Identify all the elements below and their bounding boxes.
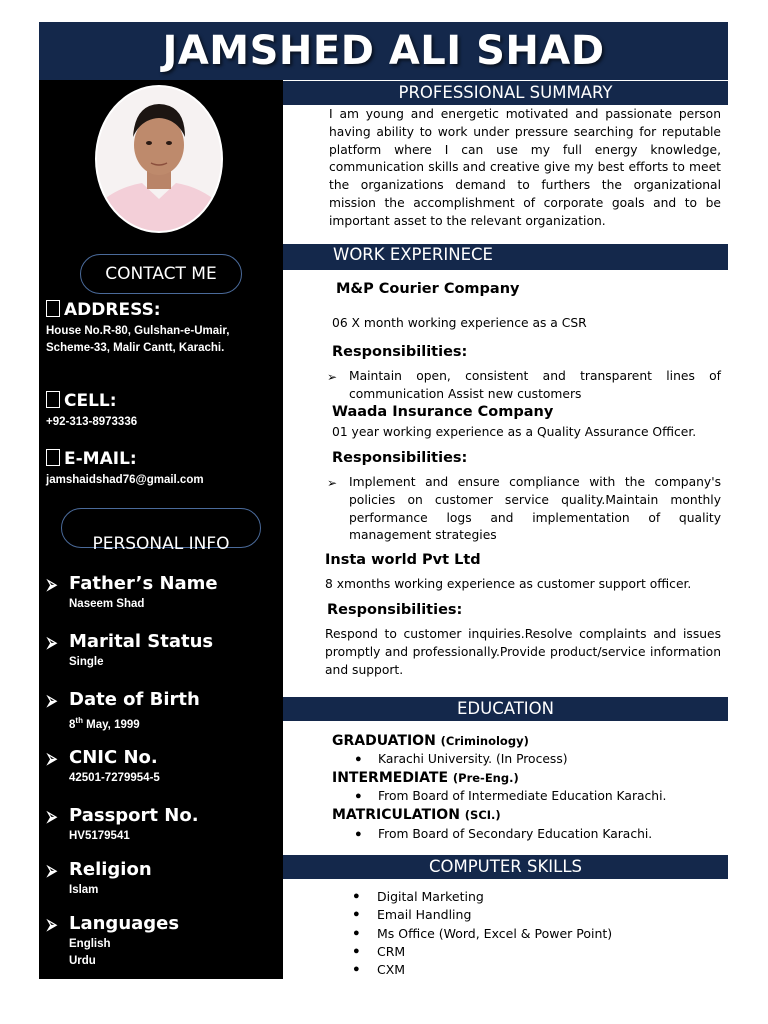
sidebar [39,80,283,979]
responsibility-text: Respond to customer inquiries.Resolve complaints and issues promptly and professionally.Provide product/service information and support. [325,627,721,677]
responsibility-text: Maintain open, consistent and transparent lines of communication Assist new customers [349,369,721,401]
address-value: House No.R-80, Gulshan-e-Umair, Scheme-33, Malir Cantt, Karachi. [46,325,230,354]
phone-icon [46,391,60,408]
profile-photo [95,85,223,233]
email-icon [46,449,60,466]
personal-info-heading: PERSONAL INFO [92,534,230,554]
cell-value: +92-313-8973336 [46,416,138,428]
job-description: 01 year working experience as a Quality Assurance Officer. [332,425,697,439]
responsibilities-label: Responsibilities: [332,450,468,466]
responsibilities-label: Responsibilities: [327,602,463,618]
bullet-icon: ● [355,828,362,840]
address-icon [46,300,60,317]
bullet-icon: ● [353,927,360,939]
date-of-birth-item: ⮚ Date of Birth 8th May, 1999 [47,689,200,731]
cell-heading: CELL: [46,391,117,411]
work-experience-heading: WORK EXPERINECE [283,244,728,270]
arrow-bullet-icon: ➢ [327,476,338,490]
company-name: Waada Insurance Company [332,404,554,420]
bullet-icon: ● [353,945,360,957]
email-value: jamshaidshad76@gmail.com [46,474,204,486]
arrow-bullet-icon: ⮚ [47,635,57,651]
arrow-bullet-icon: ⮚ [47,693,57,709]
education-degree: GRADUATION (Criminology) [332,733,529,749]
education-detail: From Board of Intermediate Education Karachi. [378,789,667,803]
email-heading: E-MAIL: [46,449,137,469]
name-banner: JAMSHED ALI SHAD [39,22,728,80]
skill-item: Ms Office (Word, Excel & Power Point) [377,926,613,941]
bullet-icon: ● [355,790,362,802]
summary-text: I am young and energetic motivated and passionate person having ability to work under pressure searching for reputable platform where I can use my full energy knowledge, communication skills and creative give my best efforts to meet the organizations demand to furthers the organizational mission the accomplishment of corporate goals and to be important asset to the relevant organization. [329,107,721,228]
arrow-bullet-icon: ➢ [327,370,338,384]
address-heading: ADDRESS: [46,300,161,320]
job-description: 06 X month working experience as a CSR [332,316,587,330]
education-heading: EDUCATION [283,697,728,721]
computer-skills-heading: COMPUTER SKILLS [283,855,728,879]
bullet-icon: ● [353,890,360,902]
arrow-bullet-icon: ⮚ [47,751,57,767]
skill-item: Email Handling [377,907,472,922]
father-name-item: ⮚ Father’s Name Naseem Shad [47,573,218,610]
cnic-item: ⮚ CNIC No. 42501-7279954-5 [47,747,160,784]
arrow-bullet-icon: ⮚ [47,577,57,593]
company-name: Insta world Pvt Ltd [325,552,481,568]
education-detail: Karachi University. (In Process) [378,752,568,766]
skill-item: CXM [377,962,406,977]
bullet-icon: ● [355,753,362,765]
bullet-icon: ● [353,963,360,975]
passport-item: ⮚ Passport No. HV5179541 [47,805,199,842]
contact-me-heading: CONTACT ME [80,254,242,294]
marital-status-item: ⮚ Marital Status Single [47,631,214,668]
job-description: 8 xmonths working experience as customer support officer. [325,577,692,591]
religion-item: ⮚ Religion Islam [47,859,152,896]
languages-item: ⮚ Languages English Urdu [47,913,180,967]
arrow-bullet-icon: ⮚ [47,917,57,933]
skill-item: Digital Marketing [377,889,484,904]
company-name: M&P Courier Company [336,281,520,297]
arrow-bullet-icon: ⮚ [47,809,57,825]
education-detail: From Board of Secondary Education Karachi. [378,827,653,841]
bullet-icon: ● [353,908,360,920]
education-degree: INTERMEDIATE (Pre-Eng.) [332,770,519,786]
education-degree: MATRICULATION (SCI.) [332,807,501,823]
arrow-bullet-icon: ⮚ [47,863,57,879]
responsibilities-label: Responsibilities: [332,344,468,360]
responsibility-text: Implement and ensure compliance with the company's policies on customer service quality.Maintain monthly performance logs and implementation of quality management strategies [349,475,721,543]
skill-item: CRM [377,944,406,959]
professional-summary-heading: PROFESSIONAL SUMMARY [283,81,728,105]
